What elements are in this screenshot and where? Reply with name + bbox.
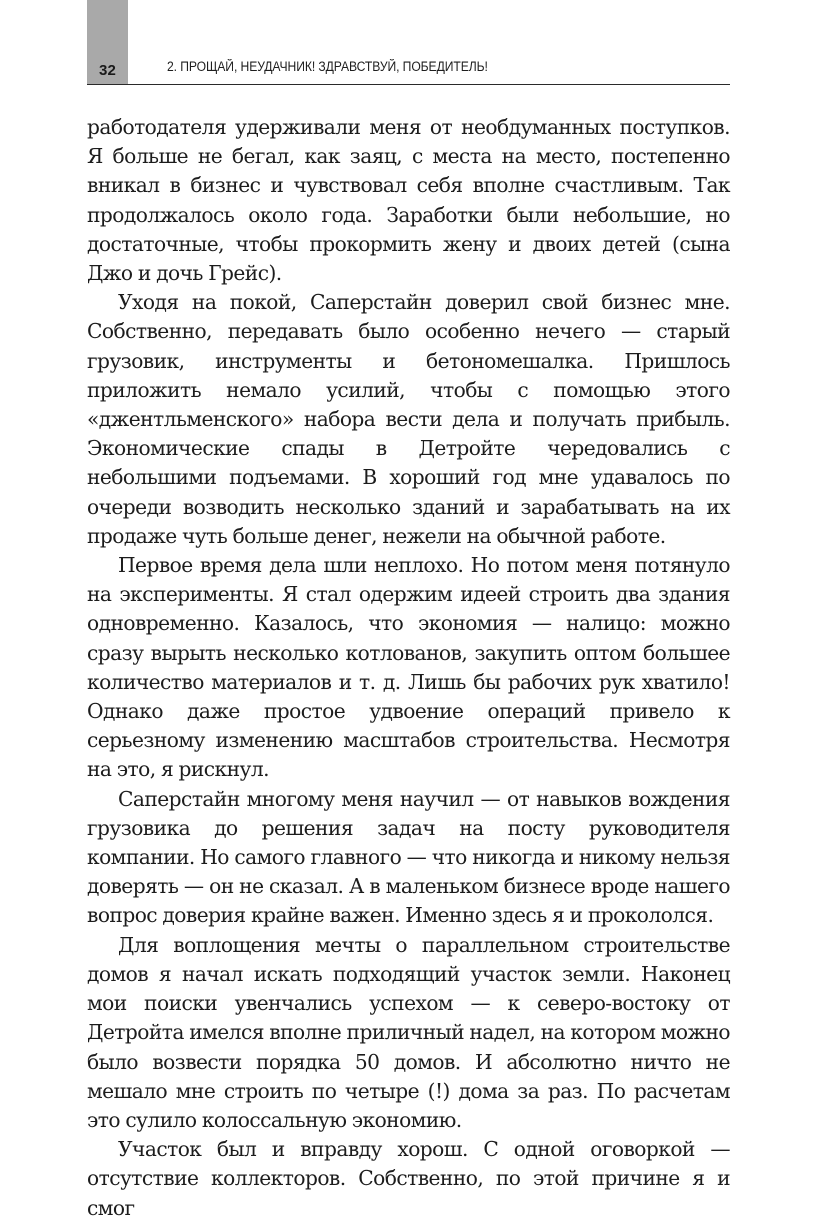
- header-divider: [87, 84, 730, 85]
- page-number: 32: [98, 62, 117, 79]
- paragraph: Для воплощения мечты о параллельном строительстве домов я начал искать подходящий участок земли. Наконец мои поиски увенчались успехом — к северо-востоку от Детройта имелся вполне приличный надел, на котором можно было возвести порядка 50 домов. И абсолютно ничто не мешало мне строить по четыре (!) дома за раз. По расчетам это сулило колоссальную экономию.: [87, 932, 730, 1132]
- body-text: [87, 113, 730, 1223]
- paragraph: Уходя на покой, Саперстайн доверил свой бизнес мне. Собственно, передавать было особенно нечего — старый грузовик, инструменты и бетономешалка. Пришлось приложить немало усилий, чтобы с помощью этого «джентльменского» набора вести дела и получать прибыль. Экономические спады в Детройте чередовались с небольшими подъемами. В хороший год мне удавалось по очереди возводить несколько зданий и зарабатывать на их продаже чуть больше денег, нежели на обычной работе.: [87, 290, 730, 548]
- paragraph: работодателя удерживали меня от необдуманных поступков. Я больше не бегал, как заяц, с места на место, постепенно вникал в бизнес и чувствовал себя вполне счастливым. Так продолжалось около года. Заработки были небольшие, но достаточные, чтобы прокормить жену и двоих детей (сына Джо и дочь Грейс).: [87, 115, 730, 286]
- paragraph: Участок был и вправду хорош. С одной оговоркой — отсутствие коллекторов. Собственно, по этой причине я и смог: [87, 1137, 730, 1220]
- running-header-title: 2. ПРОЩАЙ, НЕУДАЧНИК! ЗДРАВСТВУЙ, ПОБЕДИТЕЛЬ!: [167, 59, 488, 74]
- paragraph: Саперстайн многому меня научил — от навыков вождения грузовика до решения задач на посту руководителя компании. Но самого главного — что никогда и никому нельзя доверять — он не сказал. А в маленьком бизнесе вроде нашего вопрос доверия крайне важен. Именно здесь я и прокололся.: [87, 786, 730, 928]
- paragraph: Первое время дела шли неплохо. Но потом меня потянуло на эксперименты. Я стал одержим идеей строить два здания одновременно. Казалось, что экономия — налицо: можно сразу вырыть несколько котлованов, закупить оптом большее количество материалов и т. д. Лишь бы рабочих рук хватило! Однако даже простое удвоение операций привело к серьезному изменению масштабов строительства. Несмотря на это, я рискнул.: [87, 553, 730, 782]
- page-number-tab: [87, 0, 128, 85]
